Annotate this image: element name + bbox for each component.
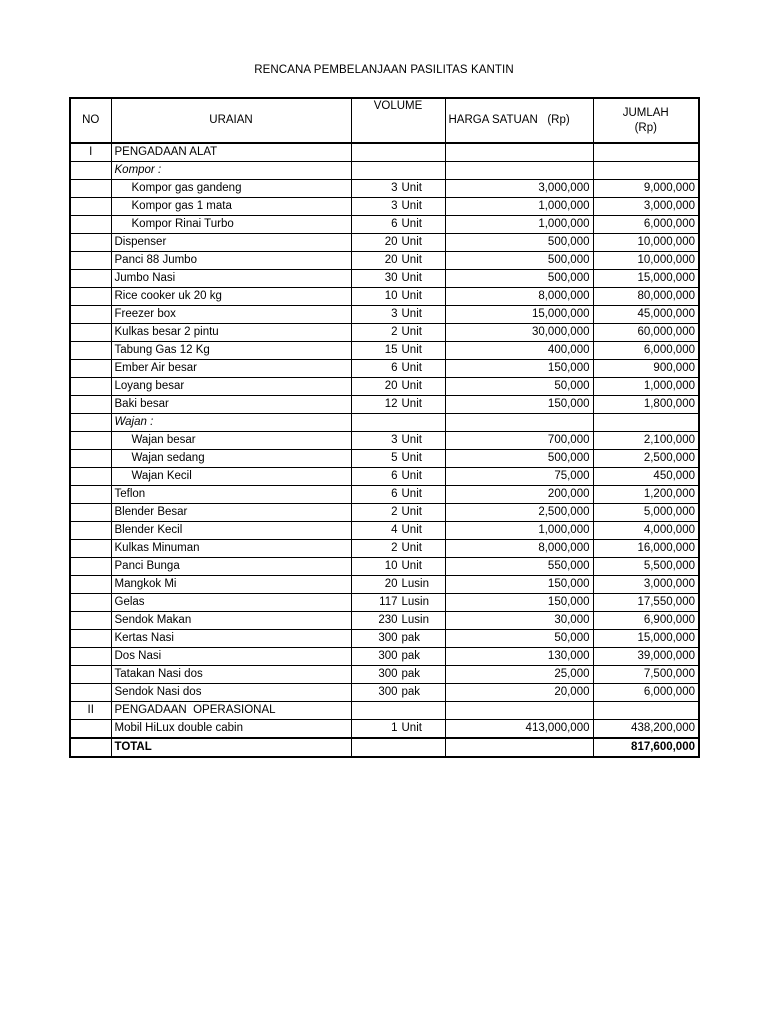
row-no: [70, 180, 111, 198]
row-jumlah: 900,000: [593, 360, 699, 378]
row-harga-satuan: 30,000: [445, 612, 593, 630]
row-volume: [351, 342, 445, 360]
header-jumlah-line2: (Rp): [634, 121, 657, 134]
row-uraian: Kulkas Minuman: [111, 540, 351, 558]
row-jumlah: 438,200,000: [593, 720, 699, 739]
row-uraian: Blender Besar: [111, 504, 351, 522]
row-volume-qty: 6: [391, 218, 398, 230]
procurement-table: [69, 97, 700, 758]
table-row: [70, 198, 699, 216]
row-volume-unit: pak: [401, 650, 421, 662]
row-jumlah: 60,000,000: [593, 324, 699, 342]
row-volume-qty: 15: [384, 344, 398, 356]
row-volume: [351, 540, 445, 558]
row-no: [70, 324, 111, 342]
row-volume-unit: Unit: [401, 380, 422, 392]
row-uraian: PENGADAAN ALAT: [111, 143, 351, 162]
row-volume: [351, 360, 445, 378]
total-harga-cell: [445, 738, 593, 757]
table-row: [70, 270, 699, 288]
row-volume: [351, 468, 445, 486]
row-volume-unit: Unit: [401, 362, 422, 374]
row-jumlah: 6,000,000: [593, 216, 699, 234]
row-volume-unit: Unit: [401, 218, 422, 230]
row-uraian: Kertas Nasi: [111, 630, 351, 648]
row-volume: [351, 143, 445, 162]
row-volume: [351, 504, 445, 522]
row-volume: [351, 234, 445, 252]
row-volume-qty: 300: [378, 686, 398, 698]
row-no: [70, 396, 111, 414]
row-no: [70, 522, 111, 540]
row-jumlah: [593, 702, 699, 720]
row-volume-unit: Unit: [401, 200, 422, 212]
total-label: TOTAL: [111, 738, 351, 757]
row-volume-qty: 2: [391, 326, 398, 338]
row-uraian: Mangkok Mi: [111, 576, 351, 594]
table-row: [70, 450, 699, 468]
row-volume: [351, 396, 445, 414]
row-jumlah: 3,000,000: [593, 198, 699, 216]
row-uraian: Tabung Gas 12 Kg: [111, 342, 351, 360]
row-volume: [351, 648, 445, 666]
row-volume-unit: Unit: [401, 488, 422, 500]
row-volume-qty: 12: [384, 398, 398, 410]
row-volume: [351, 684, 445, 702]
table-row: [70, 504, 699, 522]
section-row: [70, 143, 699, 162]
total-no-cell: [70, 738, 111, 757]
row-no: [70, 414, 111, 432]
row-no: [70, 432, 111, 450]
row-harga-satuan: 15,000,000: [445, 306, 593, 324]
row-volume: [351, 594, 445, 612]
row-volume: [351, 720, 445, 739]
row-volume-unit: Unit: [401, 272, 422, 284]
table-row: [70, 468, 699, 486]
row-no: [70, 450, 111, 468]
row-volume: [351, 612, 445, 630]
table-row: [70, 396, 699, 414]
row-harga-satuan: 500,000: [445, 270, 593, 288]
row-jumlah: 4,000,000: [593, 522, 699, 540]
row-volume: [351, 252, 445, 270]
document-title: RENCANA PEMBELANJAAN PASILITAS KANTIN: [254, 64, 514, 76]
row-no: [70, 576, 111, 594]
row-jumlah: 10,000,000: [593, 234, 699, 252]
category-row: [70, 414, 699, 432]
row-uraian: Blender Kecil: [111, 522, 351, 540]
table-row: [70, 180, 699, 198]
row-volume-unit: Unit: [401, 506, 422, 518]
row-jumlah: 450,000: [593, 468, 699, 486]
row-uraian: Mobil HiLux double cabin: [111, 720, 351, 739]
total-volume-cell: [351, 738, 445, 757]
row-volume-unit: Lusin: [401, 578, 429, 590]
row-harga-satuan: 25,000: [445, 666, 593, 684]
row-volume: [351, 306, 445, 324]
row-volume-unit: Unit: [401, 524, 422, 536]
row-volume-unit: Unit: [401, 398, 422, 410]
row-no: [70, 504, 111, 522]
row-jumlah: 17,550,000: [593, 594, 699, 612]
header-harga-satuan: [445, 98, 593, 143]
row-volume-qty: 6: [391, 470, 398, 482]
row-volume: [351, 432, 445, 450]
row-volume: [351, 270, 445, 288]
table-row: [70, 612, 699, 630]
row-uraian: Wajan :: [111, 414, 351, 432]
row-volume-unit: pak: [401, 668, 421, 680]
row-no: [70, 612, 111, 630]
header-jumlah-line1: JUMLAH: [622, 106, 669, 119]
header-uraian: URAIAN: [111, 98, 351, 143]
row-volume-qty: 20: [384, 578, 398, 590]
row-volume-qty: 1: [391, 722, 398, 734]
table-header-row: [70, 98, 699, 143]
row-harga-satuan: 550,000: [445, 558, 593, 576]
row-no: [70, 360, 111, 378]
row-harga-satuan: 413,000,000: [445, 720, 593, 739]
row-no: [70, 234, 111, 252]
row-uraian: Jumbo Nasi: [111, 270, 351, 288]
table-row: [70, 648, 699, 666]
row-harga-satuan: 1,000,000: [445, 216, 593, 234]
row-volume-qty: 10: [384, 290, 398, 302]
row-harga-satuan: 150,000: [445, 576, 593, 594]
row-harga-satuan: 20,000: [445, 684, 593, 702]
row-jumlah: 6,900,000: [593, 612, 699, 630]
row-volume-qty: 30: [384, 272, 398, 284]
table-row: [70, 252, 699, 270]
row-volume-qty: 2: [391, 506, 398, 518]
row-jumlah: 5,000,000: [593, 504, 699, 522]
row-volume-qty: 300: [378, 632, 398, 644]
row-harga-satuan: 150,000: [445, 396, 593, 414]
table-row: [70, 594, 699, 612]
row-volume-qty: 2: [391, 542, 398, 554]
table-row: [70, 666, 699, 684]
row-jumlah: 1,000,000: [593, 378, 699, 396]
row-volume-unit: Unit: [401, 182, 422, 194]
row-uraian: Sendok Makan: [111, 612, 351, 630]
header-harga-satuan-label: HARGA SATUAN (Rp): [448, 114, 570, 126]
row-uraian: Gelas: [111, 594, 351, 612]
row-uraian: Kulkas besar 2 pintu: [111, 324, 351, 342]
row-volume-unit: Unit: [401, 308, 422, 320]
table-row: [70, 306, 699, 324]
row-no: [70, 486, 111, 504]
row-jumlah: [593, 162, 699, 180]
row-no: [70, 648, 111, 666]
row-no: [70, 306, 111, 324]
row-volume-qty: 20: [384, 254, 398, 266]
row-jumlah: 7,500,000: [593, 666, 699, 684]
row-harga-satuan: [445, 414, 593, 432]
row-no: [70, 558, 111, 576]
row-no: [70, 720, 111, 739]
row-volume: [351, 162, 445, 180]
row-uraian: PENGADAAN OPERASIONAL: [111, 702, 351, 720]
row-no: [70, 666, 111, 684]
row-jumlah: 6,000,000: [593, 684, 699, 702]
row-volume-unit: Unit: [401, 290, 422, 302]
row-volume: [351, 198, 445, 216]
row-harga-satuan: 130,000: [445, 648, 593, 666]
section-row: [70, 702, 699, 720]
table-row: [70, 432, 699, 450]
row-no: [70, 540, 111, 558]
row-volume: [351, 324, 445, 342]
row-volume-qty: 300: [378, 668, 398, 680]
row-harga-satuan: 1,000,000: [445, 522, 593, 540]
row-jumlah: 1,200,000: [593, 486, 699, 504]
row-volume-qty: 6: [391, 488, 398, 500]
row-harga-satuan: 150,000: [445, 594, 593, 612]
row-volume: [351, 378, 445, 396]
row-volume-unit: pak: [401, 686, 421, 698]
row-uraian: Wajan Kecil: [111, 468, 351, 486]
row-no: II: [70, 702, 111, 720]
table-row: [70, 576, 699, 594]
row-jumlah: 1,800,000: [593, 396, 699, 414]
row-jumlah: 2,500,000: [593, 450, 699, 468]
total-row: [70, 738, 699, 757]
table-body: [70, 143, 699, 738]
row-volume-unit: Unit: [401, 344, 422, 356]
row-jumlah: 16,000,000: [593, 540, 699, 558]
row-volume-unit: Unit: [401, 452, 422, 464]
row-volume-qty: 300: [378, 650, 398, 662]
table-row: [70, 324, 699, 342]
row-uraian: Tatakan Nasi dos: [111, 666, 351, 684]
row-volume-qty: 3: [391, 308, 398, 320]
row-harga-satuan: 50,000: [445, 630, 593, 648]
row-no: [70, 684, 111, 702]
row-jumlah: 2,100,000: [593, 432, 699, 450]
table-row: [70, 630, 699, 648]
row-uraian: Rice cooker uk 20 kg: [111, 288, 351, 306]
row-harga-satuan: 8,000,000: [445, 540, 593, 558]
row-volume-qty: 230: [378, 614, 398, 626]
row-jumlah: 45,000,000: [593, 306, 699, 324]
table-row: [70, 234, 699, 252]
row-jumlah: 9,000,000: [593, 180, 699, 198]
row-volume: [351, 450, 445, 468]
row-uraian: Freezer box: [111, 306, 351, 324]
row-no: [70, 468, 111, 486]
row-jumlah: 80,000,000: [593, 288, 699, 306]
row-uraian: Wajan besar: [111, 432, 351, 450]
row-volume-unit: Unit: [401, 326, 422, 338]
row-harga-satuan: 700,000: [445, 432, 593, 450]
row-no: [70, 378, 111, 396]
row-volume-unit: Unit: [401, 722, 422, 734]
row-volume-qty: 3: [391, 182, 398, 194]
row-jumlah: 5,500,000: [593, 558, 699, 576]
row-volume: [351, 702, 445, 720]
row-volume: [351, 522, 445, 540]
header-jumlah: [593, 98, 699, 143]
header-no: NO: [70, 98, 111, 143]
row-no: [70, 252, 111, 270]
row-volume-qty: 3: [391, 434, 398, 446]
row-volume-qty: 117: [379, 596, 398, 608]
header-volume: VOLUME: [351, 98, 445, 143]
row-harga-satuan: 400,000: [445, 342, 593, 360]
table-row: [70, 288, 699, 306]
category-row: [70, 162, 699, 180]
row-volume-unit: pak: [401, 632, 421, 644]
row-uraian: Panci 88 Jumbo: [111, 252, 351, 270]
row-volume: [351, 558, 445, 576]
row-harga-satuan: 500,000: [445, 252, 593, 270]
table-row: [70, 720, 699, 739]
row-jumlah: 39,000,000: [593, 648, 699, 666]
row-no: [70, 342, 111, 360]
row-harga-satuan: 8,000,000: [445, 288, 593, 306]
row-volume-unit: Lusin: [401, 614, 429, 626]
row-volume-unit: Unit: [401, 470, 422, 482]
row-uraian: Loyang besar: [111, 378, 351, 396]
row-uraian: Kompor gas 1 mata: [111, 198, 351, 216]
row-volume-unit: Unit: [401, 542, 422, 554]
row-harga-satuan: 30,000,000: [445, 324, 593, 342]
row-harga-satuan: 3,000,000: [445, 180, 593, 198]
row-volume-unit: Unit: [401, 236, 422, 248]
row-harga-satuan: 500,000: [445, 450, 593, 468]
row-uraian: Baki besar: [111, 396, 351, 414]
row-jumlah: 15,000,000: [593, 630, 699, 648]
row-volume-qty: 20: [384, 380, 398, 392]
row-volume-unit: Unit: [401, 560, 422, 572]
row-jumlah: 6,000,000: [593, 342, 699, 360]
row-volume: [351, 486, 445, 504]
table-row: [70, 216, 699, 234]
row-uraian: Sendok Nasi dos: [111, 684, 351, 702]
row-volume: [351, 630, 445, 648]
row-volume-qty: 10: [384, 560, 398, 572]
row-volume: [351, 180, 445, 198]
row-no: [70, 594, 111, 612]
row-harga-satuan: [445, 702, 593, 720]
row-harga-satuan: 500,000: [445, 234, 593, 252]
row-volume-qty: 6: [391, 362, 398, 374]
row-volume: [351, 414, 445, 432]
row-jumlah: 10,000,000: [593, 252, 699, 270]
table-row: [70, 540, 699, 558]
row-no: [70, 288, 111, 306]
row-uraian: Wajan sedang: [111, 450, 351, 468]
row-jumlah: 15,000,000: [593, 270, 699, 288]
row-uraian: Dispenser: [111, 234, 351, 252]
row-uraian: Ember Air besar: [111, 360, 351, 378]
table-row: [70, 486, 699, 504]
row-harga-satuan: 50,000: [445, 378, 593, 396]
table-row: [70, 360, 699, 378]
row-uraian: Kompor gas gandeng: [111, 180, 351, 198]
row-no: [70, 198, 111, 216]
row-volume-unit: Lusin: [401, 596, 429, 608]
row-harga-satuan: [445, 162, 593, 180]
row-volume-unit: Unit: [401, 254, 422, 266]
row-volume: [351, 666, 445, 684]
row-no: I: [70, 143, 111, 162]
row-volume-unit: Unit: [401, 434, 422, 446]
row-volume: [351, 576, 445, 594]
row-volume-qty: 20: [384, 236, 398, 248]
row-volume-qty: 5: [391, 452, 398, 464]
row-uraian: Kompor Rinai Turbo: [111, 216, 351, 234]
total-amount: 817,600,000: [593, 738, 699, 757]
row-uraian: Teflon: [111, 486, 351, 504]
table-row: [70, 558, 699, 576]
row-volume: [351, 216, 445, 234]
row-harga-satuan: 2,500,000: [445, 504, 593, 522]
table-row: [70, 378, 699, 396]
row-uraian: Panci Bunga: [111, 558, 351, 576]
table-row: [70, 342, 699, 360]
row-volume: [351, 288, 445, 306]
row-jumlah: [593, 143, 699, 162]
row-harga-satuan: [445, 143, 593, 162]
row-volume-qty: 3: [391, 200, 398, 212]
table-row: [70, 684, 699, 702]
row-jumlah: [593, 414, 699, 432]
row-no: [70, 630, 111, 648]
row-harga-satuan: 75,000: [445, 468, 593, 486]
row-jumlah: 3,000,000: [593, 576, 699, 594]
row-no: [70, 216, 111, 234]
row-uraian: Kompor :: [111, 162, 351, 180]
row-volume-qty: 4: [391, 524, 398, 536]
row-no: [70, 270, 111, 288]
table-row: [70, 522, 699, 540]
row-harga-satuan: 150,000: [445, 360, 593, 378]
row-harga-satuan: 1,000,000: [445, 198, 593, 216]
row-harga-satuan: 200,000: [445, 486, 593, 504]
row-no: [70, 162, 111, 180]
row-uraian: Dos Nasi: [111, 648, 351, 666]
